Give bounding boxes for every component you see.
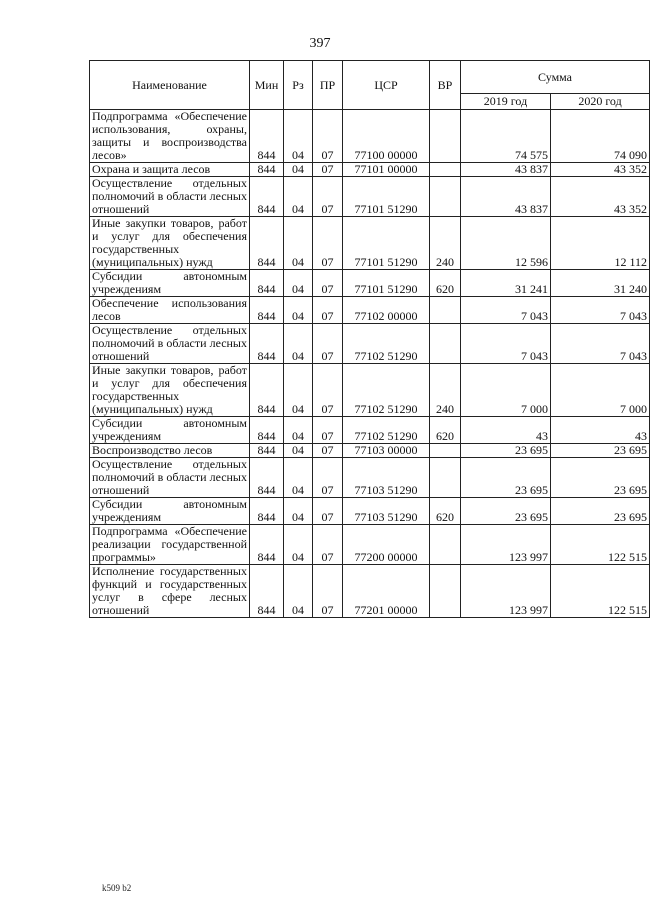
table-row bbox=[90, 163, 650, 177]
row-sum-2019: 43 bbox=[461, 417, 551, 444]
row-section: 04 bbox=[284, 324, 313, 364]
row-name: Подпрограмма «Обеспечение реализации государственной программы» bbox=[90, 525, 250, 565]
header-ministry: Мин bbox=[250, 61, 284, 110]
row-subsection: 07 bbox=[313, 525, 343, 565]
row-expense-type: 620 bbox=[430, 270, 461, 297]
row-target-article: 77101 00000 bbox=[343, 163, 430, 177]
row-ministry: 844 bbox=[250, 163, 284, 177]
row-expense-type bbox=[430, 458, 461, 498]
table-row bbox=[90, 525, 650, 565]
row-ministry: 844 bbox=[250, 217, 284, 270]
row-target-article: 77103 00000 bbox=[343, 444, 430, 458]
row-subsection: 07 bbox=[313, 297, 343, 324]
row-sum-2019: 23 695 bbox=[461, 458, 551, 498]
row-sum-2019: 74 575 bbox=[461, 110, 551, 163]
row-target-article: 77100 00000 bbox=[343, 110, 430, 163]
row-sum-2020: 7 000 bbox=[551, 364, 650, 417]
row-name: Исполнение государственных функций и государственных услуг в сфере лесных отношений bbox=[90, 565, 250, 618]
row-target-article: 77201 00000 bbox=[343, 565, 430, 618]
row-sum-2019: 7 043 bbox=[461, 297, 551, 324]
row-sum-2019: 23 695 bbox=[461, 498, 551, 525]
budget-table-body bbox=[90, 110, 650, 618]
row-section: 04 bbox=[284, 270, 313, 297]
row-subsection: 07 bbox=[313, 498, 343, 525]
row-sum-2020: 23 695 bbox=[551, 458, 650, 498]
table-row bbox=[90, 177, 650, 217]
row-section: 04 bbox=[284, 163, 313, 177]
row-section: 04 bbox=[284, 525, 313, 565]
row-ministry: 844 bbox=[250, 417, 284, 444]
row-name: Воспроизводство лесов bbox=[90, 444, 250, 458]
row-section: 04 bbox=[284, 565, 313, 618]
row-expense-type: 240 bbox=[430, 217, 461, 270]
table-row bbox=[90, 324, 650, 364]
row-target-article: 77101 51290 bbox=[343, 177, 430, 217]
row-name: Охрана и защита лесов bbox=[90, 163, 250, 177]
header-row bbox=[90, 61, 650, 94]
table-row bbox=[90, 270, 650, 297]
row-name: Субсидии автономным учреждениям bbox=[90, 498, 250, 525]
row-ministry: 844 bbox=[250, 324, 284, 364]
row-sum-2020: 23 695 bbox=[551, 444, 650, 458]
row-target-article: 77102 51290 bbox=[343, 364, 430, 417]
row-name: Осуществление отдельных полномочий в области лесных отношений bbox=[90, 177, 250, 217]
row-section: 04 bbox=[284, 444, 313, 458]
row-sum-2020: 7 043 bbox=[551, 324, 650, 364]
row-subsection: 07 bbox=[313, 324, 343, 364]
header-expense-type: ВР bbox=[430, 61, 461, 110]
table-row bbox=[90, 565, 650, 618]
row-sum-2020: 43 352 bbox=[551, 163, 650, 177]
header-year-2020: 2020 год bbox=[551, 94, 650, 110]
row-ministry: 844 bbox=[250, 270, 284, 297]
row-name: Иные закупки товаров, работ и услуг для обеспечения государственных (муниципальных) нужд bbox=[90, 217, 250, 270]
budget-table bbox=[89, 60, 650, 618]
row-subsection: 07 bbox=[313, 110, 343, 163]
row-subsection: 07 bbox=[313, 458, 343, 498]
row-expense-type bbox=[430, 297, 461, 324]
row-sum-2020: 122 515 bbox=[551, 525, 650, 565]
row-sum-2020: 23 695 bbox=[551, 498, 650, 525]
table-row bbox=[90, 458, 650, 498]
table-row bbox=[90, 498, 650, 525]
row-sum-2019: 43 837 bbox=[461, 163, 551, 177]
row-section: 04 bbox=[284, 417, 313, 444]
row-expense-type: 620 bbox=[430, 417, 461, 444]
row-ministry: 844 bbox=[250, 177, 284, 217]
row-sum-2019: 7 043 bbox=[461, 324, 551, 364]
header-target-article: ЦСР bbox=[343, 61, 430, 110]
row-expense-type bbox=[430, 110, 461, 163]
row-subsection: 07 bbox=[313, 177, 343, 217]
header-year-2019: 2019 год bbox=[461, 94, 551, 110]
table-row bbox=[90, 444, 650, 458]
row-target-article: 77102 51290 bbox=[343, 324, 430, 364]
row-section: 04 bbox=[284, 177, 313, 217]
row-subsection: 07 bbox=[313, 364, 343, 417]
row-ministry: 844 bbox=[250, 297, 284, 324]
row-name: Осуществление отдельных полномочий в области лесных отношений bbox=[90, 324, 250, 364]
row-ministry: 844 bbox=[250, 110, 284, 163]
header-sum: Сумма bbox=[461, 61, 650, 94]
row-subsection: 07 bbox=[313, 270, 343, 297]
header-name: Наименование bbox=[90, 61, 250, 110]
row-name: Подпрограмма «Обеспечение использования, охраны, защиты и воспроизводства лесов» bbox=[90, 110, 250, 163]
row-ministry: 844 bbox=[250, 525, 284, 565]
table-row bbox=[90, 364, 650, 417]
table-row bbox=[90, 110, 650, 163]
row-subsection: 07 bbox=[313, 565, 343, 618]
row-sum-2019: 12 596 bbox=[461, 217, 551, 270]
row-ministry: 844 bbox=[250, 364, 284, 417]
row-target-article: 77101 51290 bbox=[343, 217, 430, 270]
row-sum-2020: 12 112 bbox=[551, 217, 650, 270]
row-sum-2020: 7 043 bbox=[551, 297, 650, 324]
header-subsection: ПР bbox=[313, 61, 343, 110]
row-ministry: 844 bbox=[250, 444, 284, 458]
row-expense-type bbox=[430, 444, 461, 458]
row-ministry: 844 bbox=[250, 565, 284, 618]
row-expense-type bbox=[430, 163, 461, 177]
row-sum-2019: 31 241 bbox=[461, 270, 551, 297]
table-row bbox=[90, 297, 650, 324]
row-name: Иные закупки товаров, работ и услуг для обеспечения государственных (муниципальных) нужд bbox=[90, 364, 250, 417]
row-section: 04 bbox=[284, 364, 313, 417]
row-name: Обеспечение использования лесов bbox=[90, 297, 250, 324]
row-target-article: 77103 51290 bbox=[343, 458, 430, 498]
row-subsection: 07 bbox=[313, 163, 343, 177]
table-row bbox=[90, 217, 650, 270]
row-section: 04 bbox=[284, 110, 313, 163]
row-target-article: 77200 00000 bbox=[343, 525, 430, 565]
row-section: 04 bbox=[284, 458, 313, 498]
row-subsection: 07 bbox=[313, 217, 343, 270]
row-sum-2019: 123 997 bbox=[461, 565, 551, 618]
row-sum-2019: 7 000 bbox=[461, 364, 551, 417]
row-sum-2020: 74 090 bbox=[551, 110, 650, 163]
row-name: Субсидии автономным учреждениям bbox=[90, 270, 250, 297]
row-section: 04 bbox=[284, 217, 313, 270]
row-section: 04 bbox=[284, 498, 313, 525]
table-row bbox=[90, 417, 650, 444]
row-section: 04 bbox=[284, 297, 313, 324]
row-target-article: 77102 51290 bbox=[343, 417, 430, 444]
page-number: 397 bbox=[309, 36, 331, 51]
row-expense-type bbox=[430, 525, 461, 565]
row-sum-2020: 31 240 bbox=[551, 270, 650, 297]
row-target-article: 77101 51290 bbox=[343, 270, 430, 297]
row-sum-2019: 23 695 bbox=[461, 444, 551, 458]
row-expense-type bbox=[430, 177, 461, 217]
row-sum-2020: 43 352 bbox=[551, 177, 650, 217]
footer-code: k509 b2 bbox=[102, 883, 132, 893]
row-target-article: 77103 51290 bbox=[343, 498, 430, 525]
row-ministry: 844 bbox=[250, 498, 284, 525]
row-subsection: 07 bbox=[313, 417, 343, 444]
row-sum-2019: 43 837 bbox=[461, 177, 551, 217]
row-name: Осуществление отдельных полномочий в области лесных отношений bbox=[90, 458, 250, 498]
row-expense-type bbox=[430, 324, 461, 364]
row-sum-2020: 122 515 bbox=[551, 565, 650, 618]
row-ministry: 844 bbox=[250, 458, 284, 498]
row-sum-2020: 43 bbox=[551, 417, 650, 444]
row-expense-type: 620 bbox=[430, 498, 461, 525]
row-name: Субсидии автономным учреждениям bbox=[90, 417, 250, 444]
row-sum-2019: 123 997 bbox=[461, 525, 551, 565]
row-expense-type bbox=[430, 565, 461, 618]
row-expense-type: 240 bbox=[430, 364, 461, 417]
row-subsection: 07 bbox=[313, 444, 343, 458]
header-section: Рз bbox=[284, 61, 313, 110]
row-target-article: 77102 00000 bbox=[343, 297, 430, 324]
